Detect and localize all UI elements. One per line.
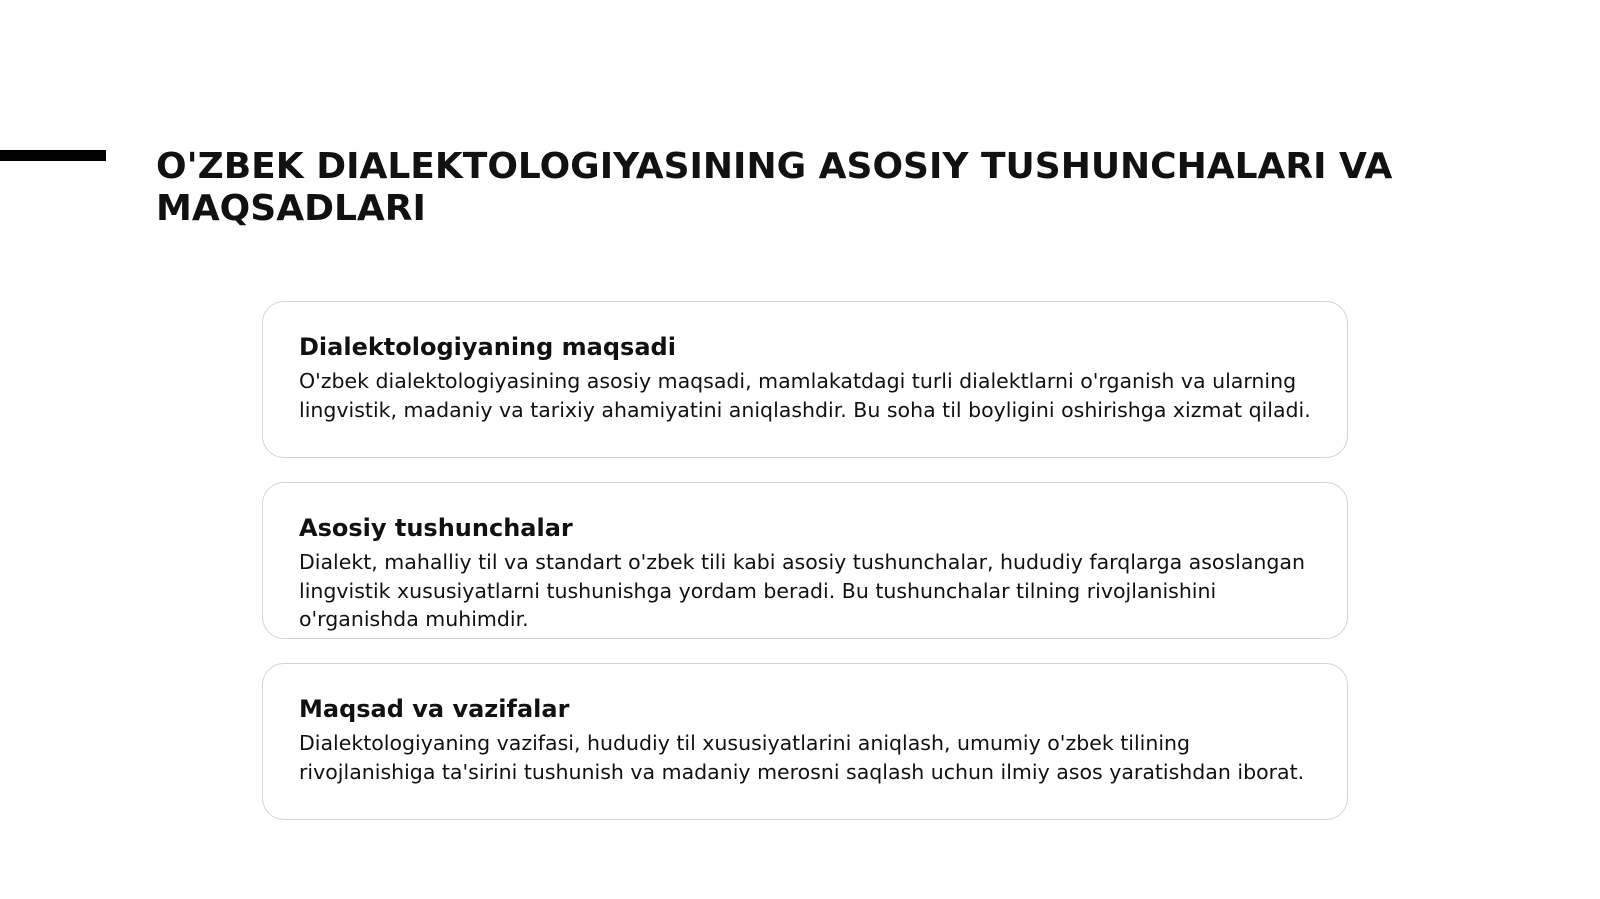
card-text: Dialektologiyaning vazifasi, hududiy til xususiyatlarini aniqlash, umumiy o'zbek tilining rivojlanishiga ta'sirini tushunish va madaniy merosni saqlash uchun ilmiy asos yaratishdan iborat. [299,731,1305,784]
title-accent-bar [0,150,106,161]
card-title: Maqsad va vazifalar [299,695,570,723]
card-goal [262,301,1348,458]
card-title: Dialektologiyaning maqsadi [299,333,676,361]
card-title: Asosiy tushunchalar [299,514,573,542]
card-text: O'zbek dialektologiyasining asosiy maqsadi, mamlakatdagi turli dialektlarni o'rganish va ularning lingvistik, madaniy va tarixiy ahamiyatini aniqlashdir. Bu soha til boyligini oshirishga xizmat qiladi. [299,369,1311,422]
slide-title: O'ZBEK DIALEKTOLOGIYASINING ASOSIY TUSHUNCHALARI VA MAQSADLARI [156,146,1393,229]
card-tasks [262,663,1348,820]
card-text: Dialekt, mahalliy til va standart o'zbek tili kabi asosiy tushunchalar, hududiy farqlarga asoslangan lingvistik xususiyatlarni tushunishga yordam beradi. Bu tushunchalar tilning rivojlanishini o'rganishda muhimdir. [299,550,1305,631]
card-concepts [262,482,1348,639]
cards-list [262,301,1348,844]
